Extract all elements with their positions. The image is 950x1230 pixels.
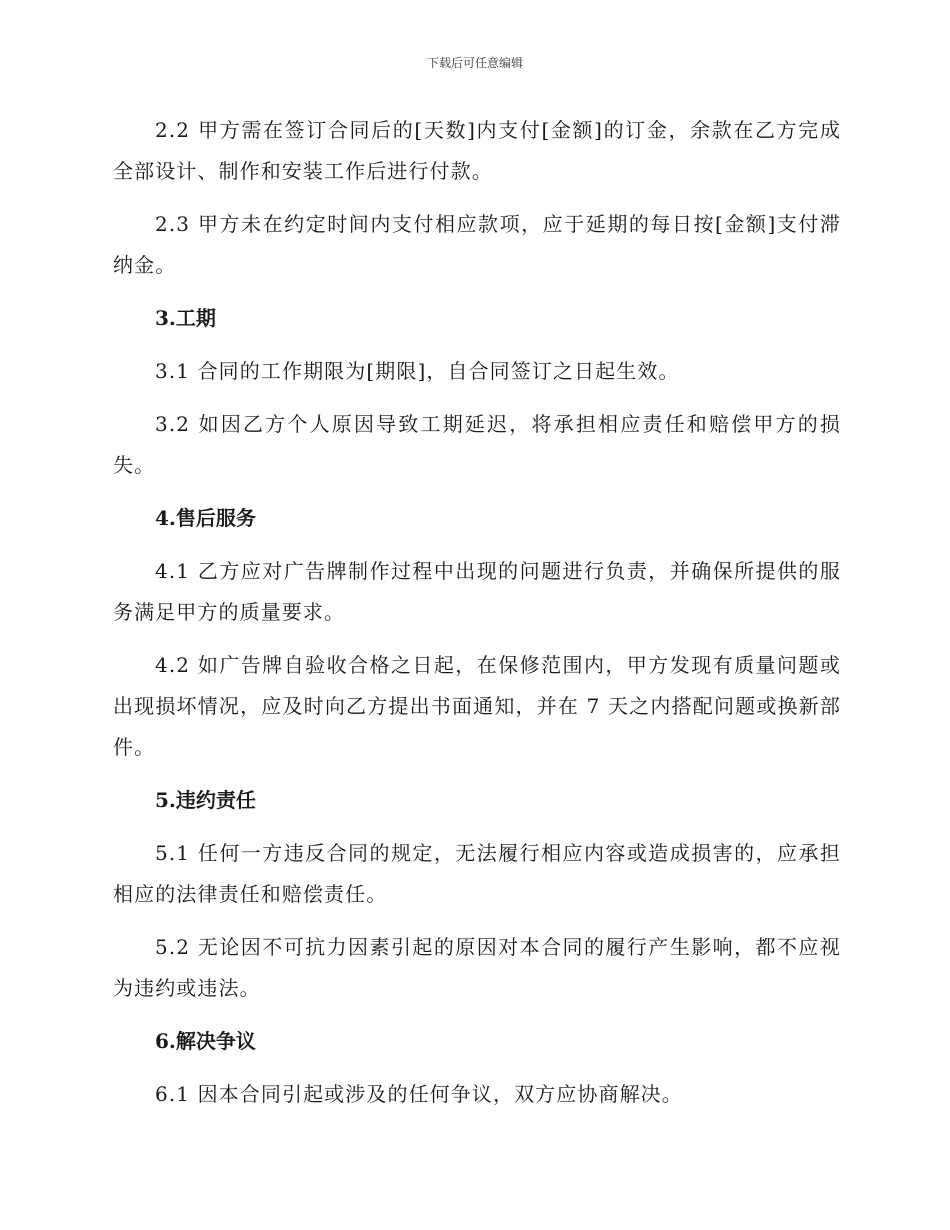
clause-5-1: 5.1 任何一方违反合同的规定，无法履行相应内容或造成损害的，应承担相应的法律责任和赔偿责任。: [113, 841, 841, 906]
clause-2-3: 2.3 甲方未在约定时间内支付相应款项，应于延期的每日按[金额]支付滞纳金。: [113, 212, 841, 277]
section-heading-3: 3.工期: [155, 306, 216, 330]
clause-3-2: 3.2 如因乙方个人原因导致工期延迟，将承担相应责任和赔偿甲方的损失。: [113, 412, 841, 477]
clause-4-2: 4.2 如广告牌自验收合格之日起，在保修范围内，甲方发现有质量问题或出现损坏情况，应及时向乙方提出书面通知，并在 7 天之内搭配问题或换新部件。: [113, 653, 841, 759]
clause-4-1: 4.1 乙方应对广告牌制作过程中出现的问题进行负责，并确保所提供的服务满足甲方的质量要求。: [113, 559, 841, 624]
section-heading-4: 4.售后服务: [155, 506, 256, 530]
clause-6-1: 6.1 因本合同引起或涉及的任何争议，双方应协商解决。: [155, 1082, 683, 1106]
clause-2-2: 2.2 甲方需在签订合同后的[天数]内支付[金额]的订金，余款在乙方完成全部设计、制作和安装工作后进行付款。: [113, 118, 841, 183]
clause-3-1: 3.1 合同的工作期限为[期限]，自合同签订之日起生效。: [155, 359, 680, 383]
section-heading-6: 6.解决争议: [155, 1029, 256, 1053]
page-header-note: 下载后可任意编辑: [426, 56, 523, 70]
section-heading-5: 5.违约责任: [155, 788, 256, 812]
document-body: [113, 110, 841, 1127]
clause-5-2: 5.2 无论因不可抗力因素引起的原因对本合同的履行产生影响，都不应视为违约或违法。: [113, 935, 841, 1000]
